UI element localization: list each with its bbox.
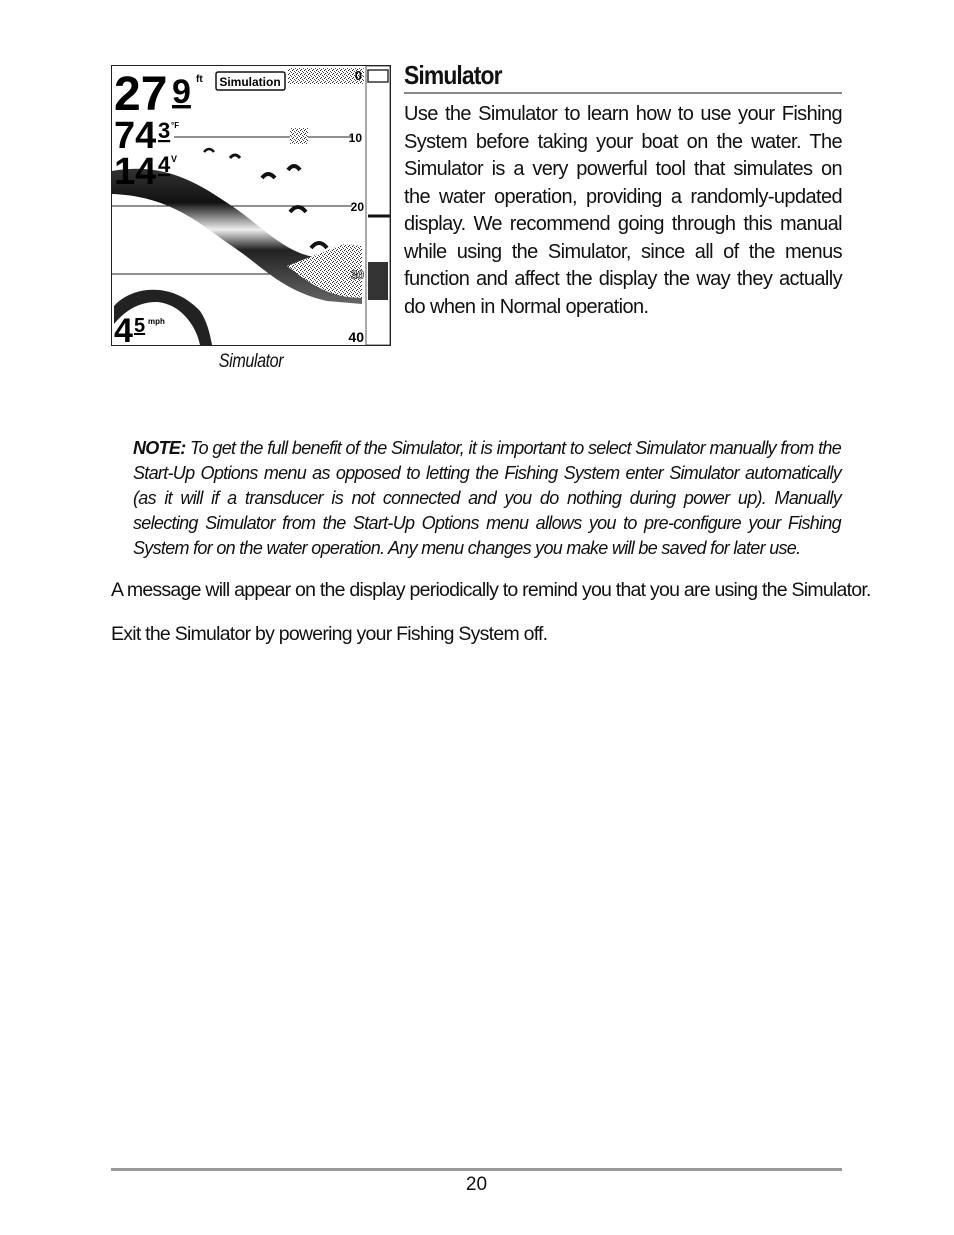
temperature-readout-main: 74 bbox=[114, 115, 157, 157]
fish-arch bbox=[288, 166, 300, 170]
scale-label-40: 40 bbox=[348, 329, 364, 345]
intro-paragraph: Use the Simulator to learn how to use your Fishing System before taking your boat on the water. The Simulator is a very powerful tool that simulates on the water operation, providing a randomly-updated display. We recommend going through this manual while using the Simulator, since all of the menus function and affect the display the way they actually do when in Normal operation. bbox=[404, 103, 842, 318]
scale-label-0: 0 bbox=[354, 68, 362, 83]
section-title-text: Simulator bbox=[404, 60, 502, 90]
voltage-readout-decimal: 4 bbox=[158, 152, 171, 177]
speed-unit: mph bbox=[148, 317, 165, 326]
note-text: To get the full benefit of the Simulator, it is important to select Simulator manually from the Start-Up Options menu as opposed to letting the Fishing System enter Simulator automatically (as it will if a transducer is not connected and you do nothing during power up). Manually selecting Simulator from the Start-Up Options menu allows you to pre-configure your Fishing System for on the water operation. Any menu changes you make will be saved for later use. bbox=[133, 438, 841, 558]
speed-readout-main: 4 bbox=[114, 312, 133, 345]
voltage-readout-main: 14 bbox=[114, 151, 157, 193]
section-title bbox=[404, 60, 842, 94]
scale-label-20: 20 bbox=[350, 200, 364, 214]
scale-label-10: 10 bbox=[348, 131, 362, 145]
flasher-bottom-return bbox=[368, 262, 388, 300]
fish-arch bbox=[262, 174, 275, 178]
figure-caption: Simulator bbox=[218, 351, 284, 372]
depth-readout-main: 27 bbox=[114, 68, 168, 121]
reminder-paragraph: A message will appear on the display periodically to remind you that you are using the Simulator. bbox=[111, 579, 871, 601]
note-label: NOTE: bbox=[133, 438, 186, 458]
voltage-unit: V bbox=[171, 154, 178, 164]
fish-arch bbox=[311, 243, 327, 248]
surface-clutter bbox=[288, 68, 364, 84]
fish-arch bbox=[204, 149, 214, 152]
depth-unit: ft bbox=[196, 74, 203, 85]
note-paragraph bbox=[133, 436, 841, 561]
depth-readout-decimal: 9 bbox=[172, 73, 191, 111]
fish-cluster bbox=[290, 128, 308, 144]
temperature-readout-decimal: 3 bbox=[158, 118, 171, 143]
scale-label-30: 30 bbox=[350, 268, 364, 282]
exit-paragraph: Exit the Simulator by powering your Fishing System off. bbox=[111, 623, 548, 645]
temperature-unit: °F bbox=[171, 121, 180, 130]
speed-readout-decimal: 5 bbox=[134, 315, 146, 337]
fish-arch bbox=[230, 155, 240, 158]
page-number: 20 bbox=[465, 1174, 488, 1195]
flasher-column bbox=[366, 66, 390, 345]
footer-rule bbox=[111, 1168, 842, 1171]
sonar-display bbox=[112, 66, 390, 345]
simulator-screen-figure bbox=[111, 65, 391, 346]
simulation-label: Simulation bbox=[219, 75, 281, 89]
fish-arch bbox=[290, 207, 306, 212]
